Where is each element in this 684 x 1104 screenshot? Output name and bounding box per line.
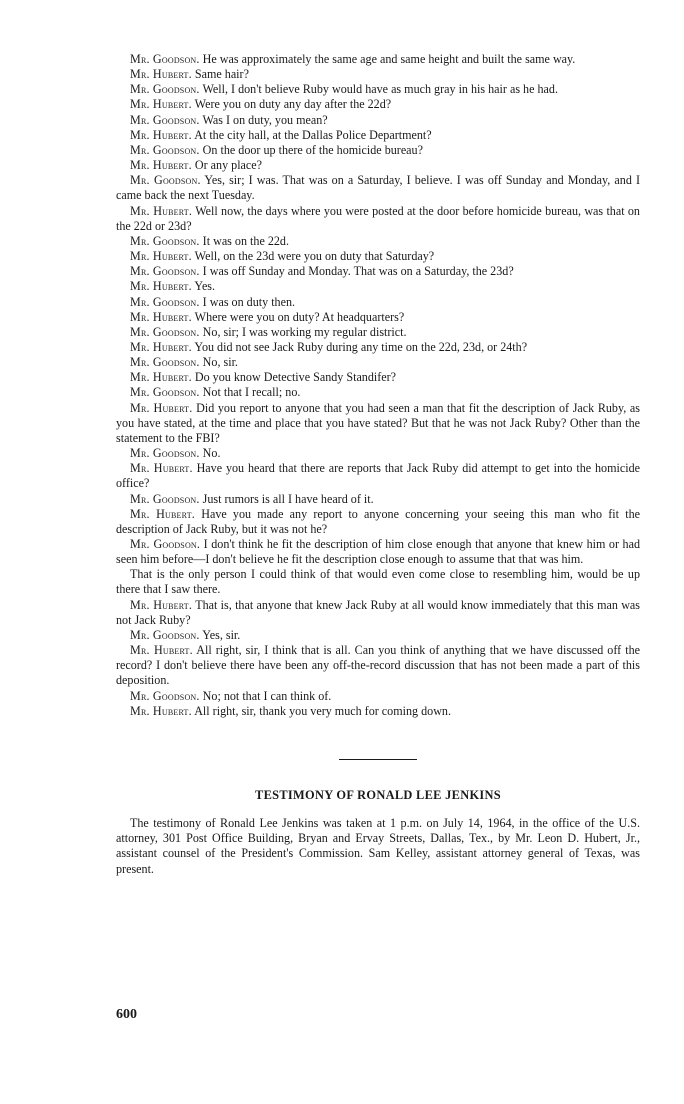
entry-text: Did you report to anyone that you had seen a man that fit the description of Jack Ruby, as you have stated, at the time and place that you have stated? But that he was not Jack Ruby? Other than the statement to the FBI? — [116, 400, 640, 445]
dialogue-entry — [116, 507, 640, 537]
speaker-label: Mr. Hubert. — [130, 158, 192, 173]
entry-text: No; not that I can think of. — [202, 688, 332, 703]
speaker-label: Mr. Goodson. — [130, 233, 200, 248]
entry-text: Well, on the 23d were you on duty that Saturday? — [194, 249, 435, 264]
speaker-label: Mr. Hubert. — [130, 506, 196, 521]
speaker-label: Mr. Goodson. — [130, 355, 200, 370]
intro-paragraph: The testimony of Ronald Lee Jenkins was taken at 1 p.m. on July 14, 1964, in the office of the U.S. attorney, 301 Post Office Building, Bryan and Ervay Streets, Dallas, Tex., by Mr. Leon D. Hubert, Jr., assistant counsel of the President's Commission. Sam Kelley, assistant attorney general of Texas, was present. — [116, 816, 640, 876]
speaker-label: Mr. Goodson. — [130, 688, 200, 703]
speaker-label: Mr. Hubert. — [130, 279, 192, 294]
dialogue-entry — [116, 158, 640, 173]
speaker-label: Mr. Goodson. — [130, 173, 201, 188]
entry-text: Yes, sir. — [202, 627, 241, 642]
entry-text: Yes, sir; I was. That was on a Saturday, I believe. I was off Sunday and Monday, and I came back the next Tuesday. — [116, 173, 640, 203]
entry-text: No, sir; I was working my regular district. — [202, 324, 407, 339]
entry-text: Have you heard that there are reports that Jack Ruby did attempt to get into the homicide office? — [116, 461, 640, 491]
entry-text: Or any place? — [194, 158, 263, 173]
speaker-label: Mr. Hubert. — [130, 703, 192, 718]
speaker-label: Mr. Hubert. — [130, 97, 192, 112]
dialogue-entry — [116, 173, 640, 203]
entry-text: It was on the 22d. — [202, 233, 289, 248]
speaker-label: Mr. Hubert. — [130, 400, 193, 415]
entry-text: I was off Sunday and Monday. That was on a Saturday, the 23d? — [202, 264, 514, 279]
entry-text: All right, sir, thank you very much for coming down. — [194, 703, 452, 718]
speaker-label: Mr. Hubert. — [130, 203, 193, 218]
dialogue-entry — [116, 113, 640, 128]
speaker-label: Mr. Goodson. — [130, 112, 200, 127]
dialogue-entry — [116, 370, 640, 385]
entry-text: Well now, the days where you were posted at the door before homicide bureau, was that on the 22d or 23d? — [116, 203, 640, 233]
dialogue-entry — [116, 355, 640, 370]
entry-text: That is, that anyone that knew Jack Ruby at all would know immediately that this man was not Jack Ruby? — [116, 597, 641, 627]
entry-text: Were you on duty any day after the 22d? — [194, 97, 392, 112]
dialogue-entry — [116, 67, 640, 82]
dialogue-entry — [116, 628, 640, 643]
entry-text: Same hair? — [194, 67, 249, 82]
speaker-label: Mr. Hubert. — [130, 370, 192, 385]
speaker-label: Mr. Hubert. — [130, 309, 192, 324]
entry-text: Do you know Detective Sandy Standifer? — [194, 370, 397, 385]
dialogue-entry — [116, 385, 640, 400]
speaker-label: Mr. Hubert. — [130, 67, 192, 82]
entry-text: You did not see Jack Ruby during any time on the 22d, 23d, or 24th? — [194, 339, 528, 354]
dialogue-entry — [116, 325, 640, 340]
dialogue-entry — [116, 234, 640, 249]
speaker-label: Mr. Hubert. — [130, 249, 192, 264]
speaker-label: Mr. Goodson. — [130, 324, 200, 339]
testimony-dialogue — [116, 52, 640, 719]
speaker-label: Mr. Hubert. — [130, 597, 193, 612]
entry-text: That is the only person I could think of that would even come close to resembling him, would be up there that I saw there. — [116, 567, 640, 597]
entry-text: I was on duty then. — [202, 294, 296, 309]
dialogue-entry — [116, 97, 640, 112]
speaker-label: Mr. Goodson. — [130, 491, 200, 506]
dialogue-entry — [116, 446, 640, 461]
dialogue-entry — [116, 204, 640, 234]
entry-text: At the city hall, at the Dallas Police Department? — [194, 127, 432, 142]
speaker-label: Mr. Goodson. — [130, 537, 201, 551]
speaker-label: Mr. Goodson. — [130, 385, 200, 400]
entry-text: Where were you on duty? At headquarters? — [194, 309, 405, 324]
speaker-label: Mr. Goodson. — [130, 82, 200, 97]
dialogue-entry — [116, 401, 640, 446]
dialogue-entry — [116, 704, 640, 719]
entry-text: Was I on duty, you mean? — [202, 112, 328, 127]
entry-text: He was approximately the same age and same height and built the same way. — [202, 52, 576, 66]
speaker-label: Mr. Goodson. — [130, 264, 200, 279]
speaker-label: Mr. Goodson. — [130, 446, 200, 461]
speaker-label: Mr. Goodson. — [130, 52, 200, 66]
dialogue-entry — [116, 689, 640, 704]
entry-text: I don't think he fit the description of him close enough that anyone that knew him or had seen him before—I don't believe he fit the description close enough to assume that that was him. — [116, 537, 640, 567]
speaker-label: Mr. Hubert. — [130, 461, 193, 476]
dialogue-entry — [116, 279, 640, 294]
dialogue-entry — [116, 249, 640, 264]
dialogue-entry — [116, 461, 640, 491]
speaker-label: Mr. Goodson. — [130, 627, 200, 642]
entry-text: Yes. — [194, 279, 216, 294]
dialogue-entry — [116, 567, 640, 597]
dialogue-entry — [116, 643, 640, 688]
dialogue-entry — [116, 264, 640, 279]
entry-text: Have you made any report to anyone concerning your seeing this man who fit the description of Jack Ruby, but it was not he? — [116, 506, 640, 536]
entry-text: Well, I don't believe Ruby would have as much gray in his hair as he had. — [202, 82, 558, 97]
speaker-label: Mr. Hubert. — [130, 339, 192, 354]
entry-text: Not that I recall; no. — [202, 385, 301, 400]
dialogue-entry — [116, 128, 640, 143]
entry-text: No. — [202, 446, 221, 461]
section-intro — [116, 816, 640, 877]
entry-text: Just rumors is all I have heard of it. — [202, 491, 374, 506]
dialogue-entry — [116, 310, 640, 325]
speaker-label: Mr. Goodson. — [130, 142, 200, 157]
dialogue-entry — [116, 598, 640, 628]
dialogue-entry — [116, 295, 640, 310]
dialogue-entry — [116, 492, 640, 507]
speaker-label: Mr. Hubert. — [130, 643, 193, 658]
page-number: 600 — [116, 1007, 137, 1022]
dialogue-entry — [116, 537, 640, 567]
speaker-label: Mr. Hubert. — [130, 127, 192, 142]
entry-text: On the door up there of the homicide bureau? — [202, 142, 423, 157]
document-page — [116, 52, 640, 877]
speaker-label: Mr. Goodson. — [130, 294, 200, 309]
entry-text: No, sir. — [202, 355, 238, 370]
dialogue-entry — [116, 340, 640, 355]
dialogue-entry — [116, 82, 640, 97]
section-heading: TESTIMONY OF RONALD LEE JENKINS — [255, 787, 501, 802]
entry-text: All right, sir, I think that is all. Can you think of anything that we have discussed off the record? I don't believe there have been any off-the-record discussion that has not been made a part of this deposition. — [116, 643, 641, 688]
dialogue-entry — [116, 52, 640, 67]
section-divider — [339, 759, 417, 760]
dialogue-entry — [116, 143, 640, 158]
